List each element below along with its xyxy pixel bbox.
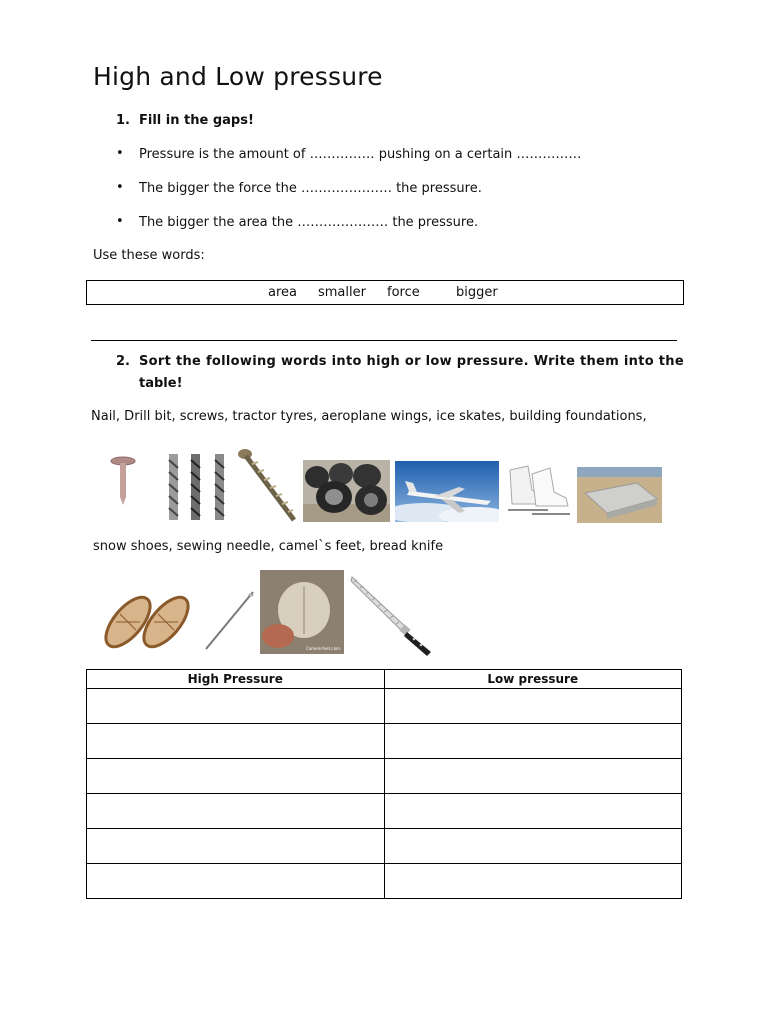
gap-sentence-text: The bigger the area the ………………… the pressure.: [139, 215, 479, 230]
bullet-icon: •: [116, 214, 124, 229]
answer-cell-low[interactable]: [384, 689, 682, 724]
table-row: [87, 724, 682, 759]
sewing-needle-image: [203, 590, 257, 652]
bullet-icon: •: [116, 146, 124, 161]
answer-cell-low[interactable]: [384, 724, 682, 759]
building-foundation-image: [577, 467, 662, 523]
camel-feet-drawing: [260, 570, 344, 654]
tractor-tyres-image: [303, 460, 390, 522]
use-words-label: Use these words:: [93, 248, 205, 263]
table-row: [87, 864, 682, 899]
table-row: [87, 759, 682, 794]
answer-cell-low[interactable]: [384, 794, 682, 829]
word-bank-item: smaller: [318, 285, 366, 300]
aeroplane-image: [395, 461, 499, 522]
gap-sentence-text: Pressure is the amount of …………… pushing on a certain ……………: [139, 147, 582, 162]
screw-image: [236, 446, 300, 526]
question-text: Fill in the gaps!: [139, 113, 254, 128]
ice-skates-image: [502, 460, 573, 522]
answer-cell-high[interactable]: [87, 829, 385, 864]
gap-sentence-text: The bigger the force the ………………… the pressure.: [139, 181, 482, 196]
question-1-heading: [0, 113, 768, 129]
nail-image: [103, 452, 143, 508]
answer-cell-low[interactable]: [384, 864, 682, 899]
answer-cell-high[interactable]: [87, 794, 385, 829]
column-header-high: High Pressure: [87, 670, 385, 689]
table-header-row: [87, 670, 682, 689]
question-number: 1.: [116, 113, 130, 128]
table-row: [87, 689, 682, 724]
table-row: [87, 829, 682, 864]
camel-feet-image: [260, 570, 344, 654]
bullet-icon: •: [116, 180, 124, 195]
question-number: 2.: [116, 354, 130, 369]
answer-cell-low[interactable]: [384, 829, 682, 864]
bread-knife-image: [349, 572, 435, 656]
drill-bits-image: [160, 450, 236, 523]
answer-cell-high[interactable]: [87, 689, 385, 724]
sorting-table: [86, 669, 682, 899]
word-bank-item: bigger: [456, 285, 498, 300]
answer-cell-high[interactable]: [87, 759, 385, 794]
column-header-low: Low pressure: [384, 670, 682, 689]
word-list-line-1: Nail, Drill bit, screws, tractor tyres, aeroplane wings, ice skates, building foundations,: [91, 409, 647, 424]
word-bank-item: force: [387, 285, 420, 300]
question-text-continued: table!: [139, 376, 183, 391]
answer-cell-high[interactable]: [87, 724, 385, 759]
question-text: Sort the following words into high or low pressure. Write them into the: [139, 354, 684, 369]
page-title: High and Low pressure: [93, 62, 383, 91]
word-list-line-2: snow shoes, sewing needle, camel`s feet, bread knife: [93, 539, 444, 554]
answer-cell-high[interactable]: [87, 864, 385, 899]
table-row: [87, 794, 682, 829]
image-caption: Camels-feet.com: [306, 646, 340, 651]
section-divider: [91, 340, 677, 341]
snow-shoes-image: [94, 588, 199, 654]
word-bank: [86, 280, 684, 305]
word-bank-item: area: [268, 285, 297, 300]
question-2-heading: [0, 354, 768, 394]
answer-cell-low[interactable]: [384, 759, 682, 794]
